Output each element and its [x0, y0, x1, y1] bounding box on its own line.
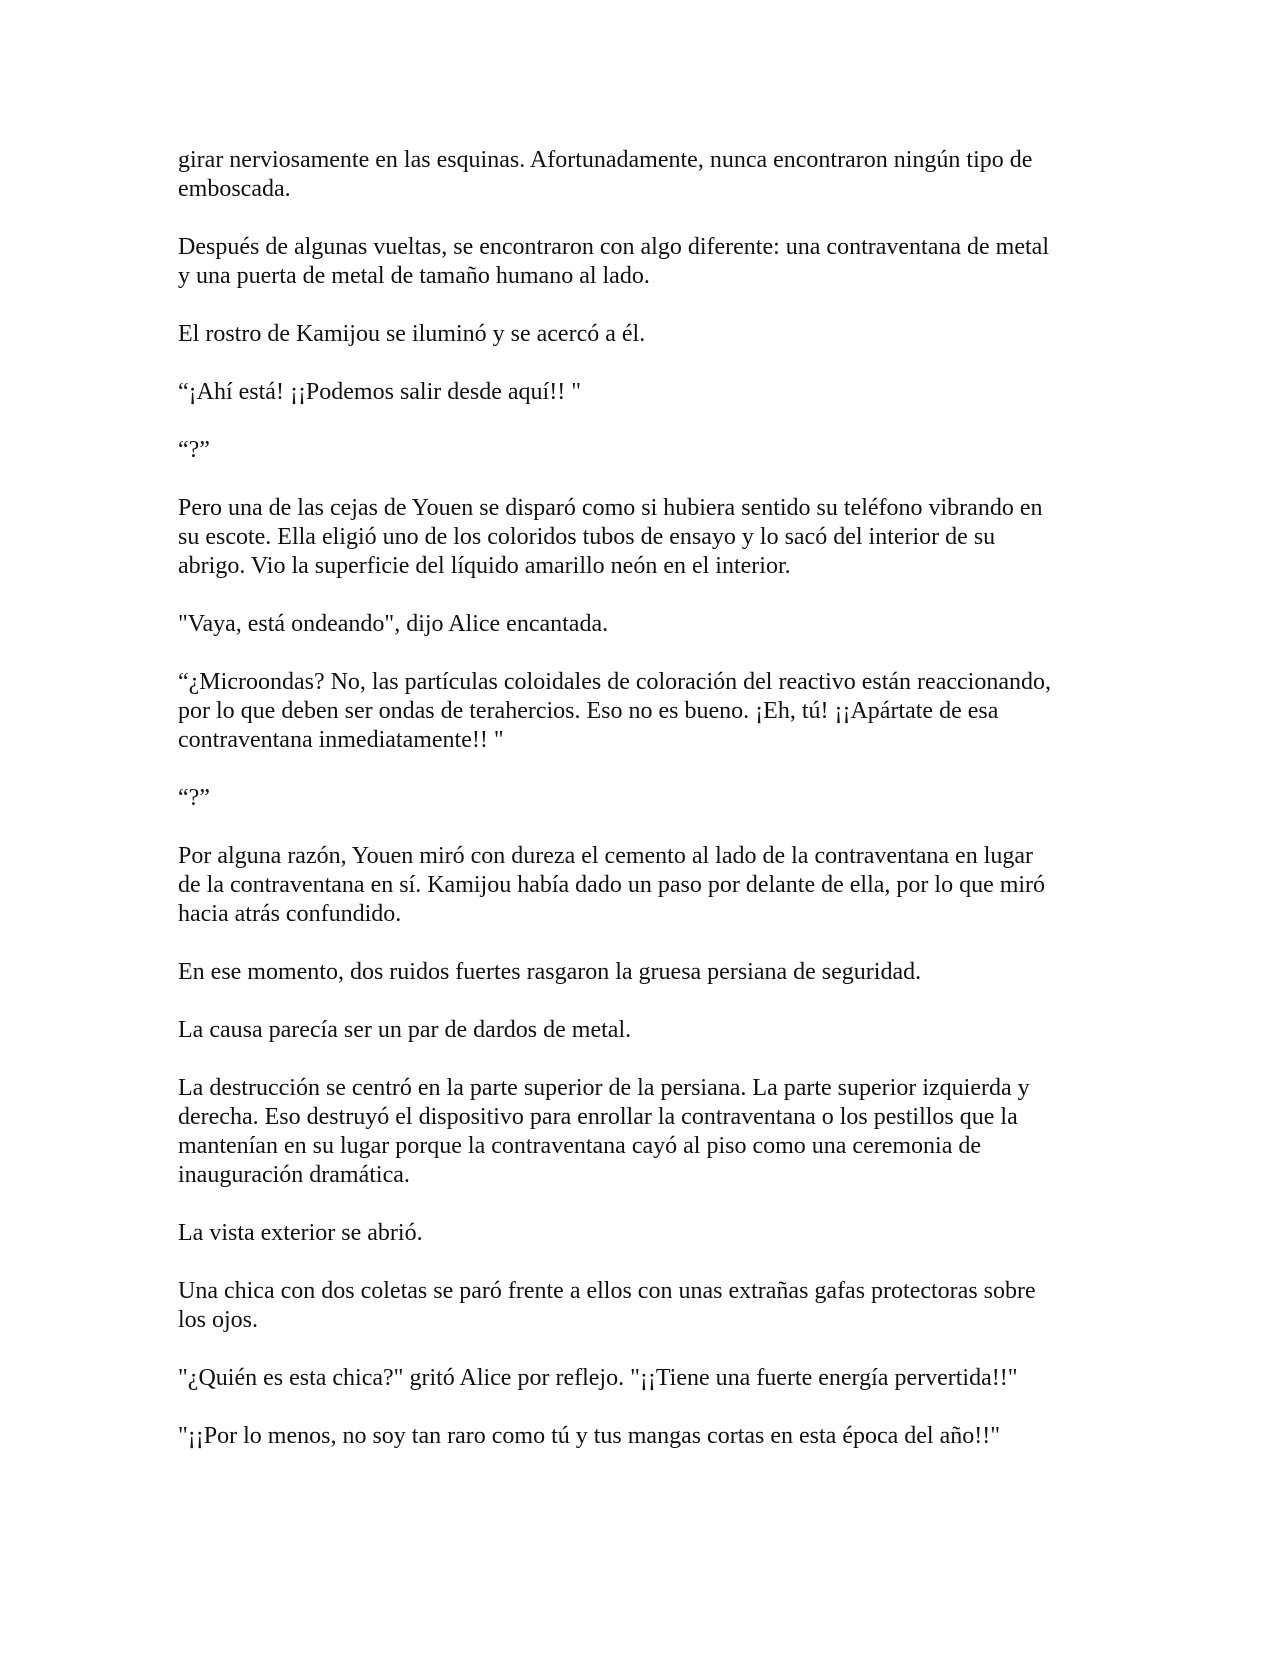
dialogue-line [178, 378, 1108, 407]
text-line: su escote. Ella eligió uno de los coloridos tubos de ensayo y lo sacó del interior de su [178, 524, 996, 550]
text-line: “?” [178, 785, 210, 811]
text-line: por lo que deben ser ondas de terahercios. Eso no es bueno. ¡Eh, tú! ¡¡Apártate de esa [178, 698, 999, 724]
text-line: Pero una de las cejas de Youen se disparó como si hubiera sentido su teléfono vibrando en [178, 495, 1043, 521]
text-line: "¿Quién es esta chica?" gritó Alice por reflejo. "¡¡Tiene una fuerte energía pervertida!!" [178, 1365, 1018, 1391]
text-line: derecha. Eso destruyó el dispositivo para enrollar la contraventana o los pestillos que la [178, 1104, 1018, 1130]
document-page [178, 146, 1108, 1480]
dialogue-line [178, 1364, 1108, 1393]
text-line: La destrucción se centró en la parte superior de la persiana. La parte superior izquierda y [178, 1075, 1030, 1101]
text-line: Después de algunas vueltas, se encontraron con algo diferente: una contraventana de metal [178, 234, 1049, 260]
text-line: “¿Microondas? No, las partículas coloidales de coloración del reactivo están reaccionando, [178, 669, 1051, 695]
dialogue-line [178, 784, 1108, 813]
text-line: “¡Ahí está! ¡¡Podemos salir desde aquí!! " [178, 379, 582, 405]
paragraph [178, 1016, 1108, 1045]
text-line: contraventana inmediatamente!! " [178, 727, 504, 753]
text-line: "¡¡Por lo menos, no soy tan raro como tú y tus mangas cortas en esta época del año!!" [178, 1423, 1001, 1449]
text-line: y una puerta de metal de tamaño humano al lado. [178, 263, 650, 289]
paragraph [178, 1219, 1108, 1248]
text-line: abrigo. Vio la superficie del líquido amarillo neón en el interior. [178, 553, 791, 579]
text-line: emboscada. [178, 176, 291, 202]
paragraph [178, 1277, 1108, 1335]
text-line: mantenían en su lugar porque la contraventana cayó al piso como una ceremonia de [178, 1133, 982, 1159]
text-line: de la contraventana en sí. Kamijou había dado un paso por delante de ella, por lo que miró [178, 872, 1046, 898]
text-line: “?” [178, 437, 210, 463]
text-line: hacia atrás confundido. [178, 901, 402, 927]
dialogue-line [178, 1422, 1108, 1451]
dialogue-line [178, 668, 1108, 755]
text-line: "Vaya, está ondeando", dijo Alice encantada. [178, 611, 609, 637]
paragraph [178, 146, 1108, 204]
text-line: En ese momento, dos ruidos fuertes rasgaron la gruesa persiana de seguridad. [178, 959, 922, 985]
paragraph [178, 842, 1108, 929]
text-line: La vista exterior se abrió. [178, 1220, 423, 1246]
paragraph [178, 233, 1108, 291]
text-line: El rostro de Kamijou se iluminó y se acercó a él. [178, 321, 646, 347]
text-line: inauguración dramática. [178, 1162, 410, 1188]
text-line: Una chica con dos coletas se paró frente a ellos con unas extrañas gafas protectoras sobre [178, 1278, 1036, 1304]
dialogue-line [178, 610, 1108, 639]
paragraph [178, 494, 1108, 581]
text-line: los ojos. [178, 1307, 259, 1333]
paragraph [178, 1074, 1108, 1190]
dialogue-line [178, 436, 1108, 465]
paragraph [178, 958, 1108, 987]
text-line: girar nerviosamente en las esquinas. Afortunadamente, nunca encontraron ningún tipo de [178, 147, 1033, 173]
paragraph [178, 320, 1108, 349]
text-line: La causa parecía ser un par de dardos de metal. [178, 1017, 632, 1043]
text-line: Por alguna razón, Youen miró con dureza el cemento al lado de la contraventana en lugar [178, 843, 1034, 869]
